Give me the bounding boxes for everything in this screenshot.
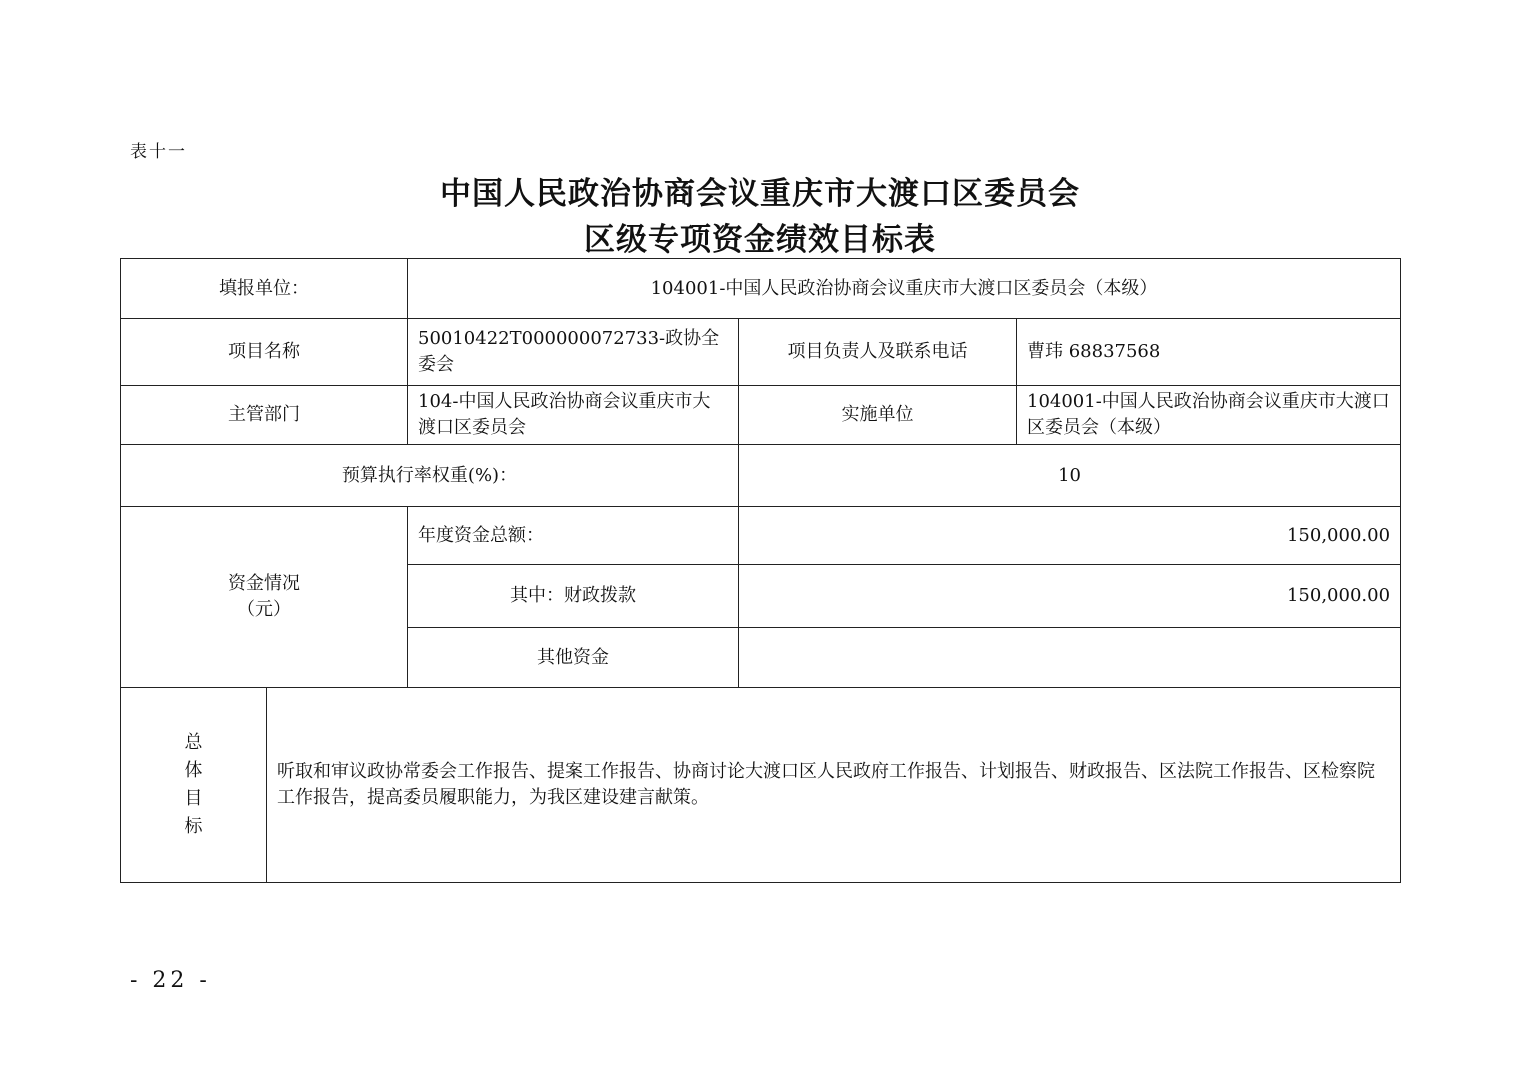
other-funds-value (739, 628, 1401, 688)
fiscal-allocation-value: 150,000.00 (739, 565, 1401, 628)
project-leader-value: 曹玮 68837568 (1017, 319, 1401, 386)
annual-total-value: 150,000.00 (739, 507, 1401, 565)
department-label: 主管部门 (121, 386, 408, 445)
department-value: 104-中国人民政治协商会议重庆市大渡口区委员会 (408, 386, 739, 445)
funds-label: 资金情况 (228, 573, 300, 594)
reporting-unit-label: 填报单位： (121, 259, 408, 319)
document-title-line2: 区级专项资金绩效目标表 (584, 222, 936, 258)
page-number: - 22 - (130, 968, 211, 993)
department-row (121, 386, 1401, 445)
funds-unit: （元） (237, 599, 291, 620)
project-leader-label: 项目负责人及联系电话 (739, 319, 1017, 386)
project-name-value: 50010422T000000072733-政协全委会 (408, 319, 739, 386)
overall-goal-text: 听取和审议政协常委会工作报告、提案工作报告、协商讨论大渡口区人民政府工作报告、计划报告、财政报告、区法院工作报告、区检察院工作报告，提高委员履职能力，为我区建设建言献策。 (267, 688, 1401, 883)
project-name-row (121, 319, 1401, 386)
document-title-line1: 中国人民政治协商会议重庆市大渡口区委员会 (440, 176, 1080, 212)
reporting-unit-row (121, 259, 1401, 319)
funds-label-cell (121, 507, 408, 688)
overall-goal-label: 总体目标 (184, 732, 203, 837)
table-label: 表十一 (130, 142, 187, 162)
budget-weight-row (121, 445, 1401, 507)
project-name-label: 项目名称 (121, 319, 408, 386)
overall-goal-label-cell (121, 688, 267, 883)
budget-weight-value: 10 (739, 445, 1401, 507)
performance-target-table (120, 258, 1401, 883)
overall-goal-row (121, 688, 1401, 883)
annual-total-row (121, 507, 1401, 565)
reporting-unit-value: 104001-中国人民政治协商会议重庆市大渡口区委员会（本级） (408, 259, 1401, 319)
implementing-unit-label: 实施单位 (739, 386, 1017, 445)
budget-weight-label: 预算执行率权重(%)： (121, 445, 739, 507)
implementing-unit-value: 104001-中国人民政治协商会议重庆市大渡口区委员会（本级） (1017, 386, 1401, 445)
other-funds-label: 其他资金 (408, 628, 739, 688)
fiscal-allocation-label: 其中：财政拨款 (408, 565, 739, 628)
annual-total-label: 年度资金总额： (408, 507, 739, 565)
